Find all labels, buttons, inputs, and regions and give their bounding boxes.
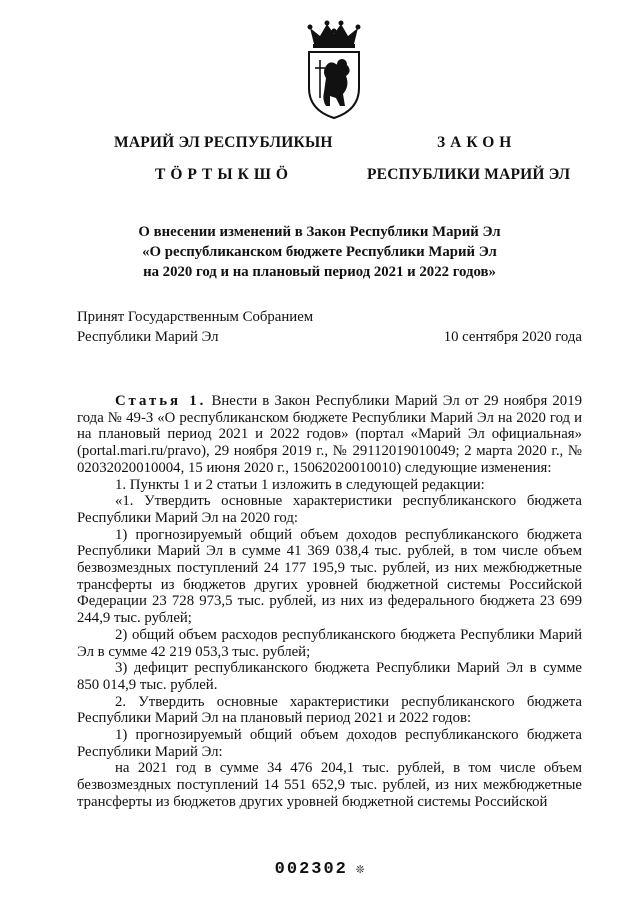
article-label: Статья 1. (115, 393, 207, 409)
document-number (0, 860, 639, 879)
header-left-line2: ТӦРТЫКШӦ (155, 166, 293, 183)
article-intro: Внести в Закон Республики Марий Эл от 29 ноября 2019 года № 49-З «О республиканском бюджете Республики Марий Эл на 2020 год и на плановый период 2021 и 2022 годов» (портал «Марий Эл официальная» (portal.mari.ru/pravo), 29 ноября 2019 г., № 29112019010049; 2 марта 2020 г., № 02032020010004, 15 июня 2020 г., 15062020010010) следующие изменения: (77, 393, 582, 476)
header-left-line1: МАРИЙ ЭЛ РЕСПУБЛИКЫН (114, 134, 333, 151)
ornament-mark: ❊ (355, 862, 365, 878)
title-line2: «О республиканском бюджете Республики Марий Эл (142, 244, 497, 260)
adoption-line2: Республики Марий Эл (77, 329, 219, 345)
title-line3: на 2020 год и на плановый период 2021 и 2022 годов» (143, 264, 496, 280)
header-right-line2: РЕСПУБЛИКИ МАРИЙ ЭЛ (367, 166, 571, 183)
paragraph-8: на 2021 год в сумме 34 476 204,1 тыс. рублей, в том числе объем безвозмездных поступлений 14 551 652,9 тыс. рублей, из них межбюджетные трансферты из бюджетов других уровней бюджетной системы Российской (77, 760, 582, 810)
title-line1: О внесении изменений в Закон Республики Марий Эл (138, 224, 501, 240)
header-right-line1: ЗАКОН (437, 134, 517, 151)
adoption-date: 10 сентября 2020 года (443, 329, 582, 345)
article-intro-paragraph (77, 393, 582, 477)
paragraph-6: 2. Утвердить основные характеристики республиканского бюджета Республики Марий Эл на плановый период 2021 и 2022 годов: (77, 693, 582, 727)
paragraph-2: «1. Утвердить основные характеристики республиканского бюджета Республики Марий Эл на 2020 год: (77, 493, 582, 526)
paragraph-3: 1) прогнозируемый общий объем доходов республиканского бюджета Республики Марий Эл в сумме 41 369 038,4 тыс. рублей, в том числе объем безвозмездных поступлений 24 177 195,9 тыс. рублей, из них межбюджетные трансферты из бюджетов других уровней бюджетной системы Российской Федерации 23 728 973,5 тыс. рублей, из них из федерального бюджета 23 699 244,9 тыс. рублей; (77, 526, 582, 627)
paragraph-4: 2) общий объем расходов республиканского бюджета Республики Марий Эл в сумме 42 219 053,3 тыс. рублей; (77, 626, 582, 660)
paragraph-1: 1. Пункты 1 и 2 статьи 1 изложить в следующей редакции: (115, 476, 485, 493)
coat-of-arms-icon (300, 20, 368, 120)
adoption-line1: Принят Государственным Собранием (77, 309, 314, 325)
law-title (60, 222, 579, 282)
adoption-block (77, 307, 582, 347)
document-number-value: 002302 (274, 860, 348, 879)
article-body (77, 393, 582, 811)
paragraph-7: 1) прогнозируемый общий объем доходов республиканского бюджета Республики Марий Эл: (77, 727, 582, 760)
paragraph-5: 3) дефицит республиканского бюджета Республики Марий Эл в сумме 850 014,9 тыс. рублей. (77, 660, 582, 693)
